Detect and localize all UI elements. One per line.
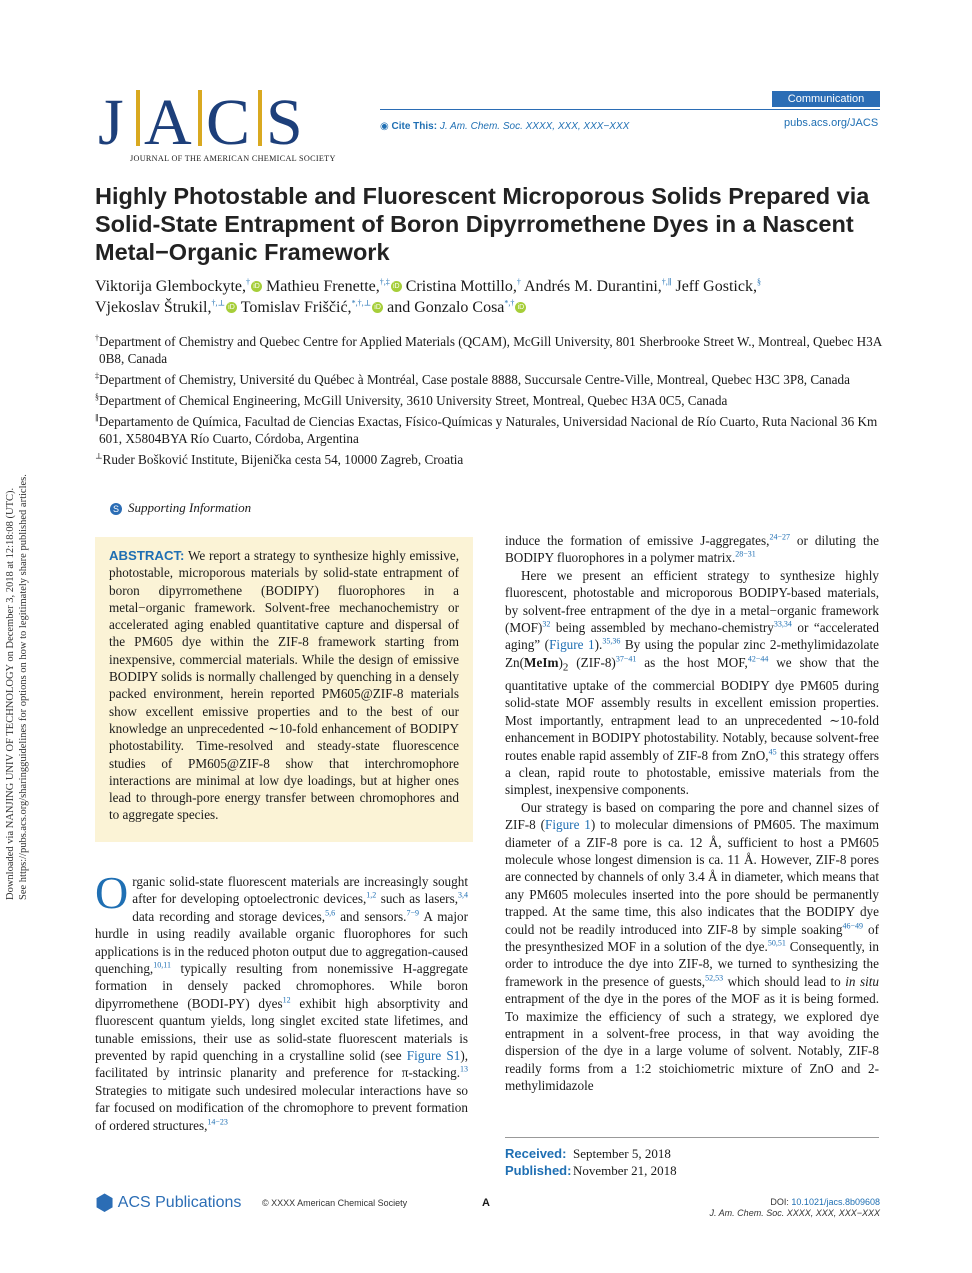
affiliation: ⊥Ruder Bošković Institute, Bijenička cesta 54, 10000 Zagreb, Croatia — [95, 451, 464, 467]
orcid-icon[interactable]: iD — [226, 302, 237, 313]
abstract-label: ABSTRACT: — [109, 548, 185, 563]
abstract-text: We report a strategy to synthesize highly emissive, photostable, microporous materials by solid-state entrapment of boron dipyrromethene (BODIPY) fluorophores in a metal−organic framework. Solvent-free mechanochemistry or accelerated aging enabled quantitative capture and dispersal of the PM605 dye within the ZIF-8 framework starting from inexpensive, commercial materials. While the design of emissive BODIPY solids is normally challenged by quenching in a densely packed environment, herein reported PM605@ZIF-8 materials show excellent emissive properties and to the best of our knowledge an unprecedented ∼10-fold enhancement of BODIPY photostability. Time-resolved and steady-state fluorescence studies of PM605@ZIF-8 show that interchromophore interactions are minimal at low dye loadings, but at higher ones lead to through-pore energy transfer between chromophores and to aggregate species. — [109, 548, 460, 823]
journal-url[interactable]: pubs.acs.org/JACS — [784, 117, 879, 129]
logo-letter-c: C — [206, 86, 251, 159]
published-date: Published: November 21, 2018 — [505, 1163, 677, 1178]
logo-letter-a: A — [144, 86, 192, 159]
ref-link[interactable]: 37−41 — [615, 654, 637, 664]
copyright: © XXXX American Chemical Society — [262, 1198, 408, 1208]
affiliation: ‡Department of Chemistry, Université du Québec à Montréal, Case postale 8888, Succursale Centre-Ville, Montreal, Quebec H3C 3P8, Canada — [95, 371, 850, 387]
ref-link[interactable]: 1,2 — [366, 891, 377, 901]
ref-link[interactable]: 3,4 — [458, 891, 468, 901]
watermark-line: See https://pubs.acs.org/sharingguidelines for options on how to legitimately share published articles. — [18, 474, 29, 900]
figure-link[interactable]: Figure 1 — [549, 637, 595, 653]
dates-divider — [505, 1137, 879, 1138]
ref-link[interactable]: 52,53 — [705, 973, 724, 983]
received-date: Received: September 5, 2018 — [505, 1146, 671, 1161]
doi-link[interactable]: 10.1021/jacs.8b09608 — [791, 1197, 880, 1207]
author-list — [95, 276, 895, 318]
author: Mathieu Frenette,†,‡ iD — [266, 278, 402, 295]
logo-letter-j: J — [98, 86, 124, 159]
affiliations — [95, 333, 885, 472]
ref-link[interactable]: 28−31 — [735, 550, 756, 560]
page-number: A — [482, 1197, 490, 1209]
article-type-badge: Communication — [772, 91, 880, 107]
cite-text: J. Am. Chem. Soc. XXXX, XXX, XXX−XXX — [439, 121, 630, 132]
paragraph: Our strategy is based on comparing the pore and channel sizes of ZIF-8 (Figure 1) to molecular dimensions of PM605. The maximum diameter of a ZIF-8 pore is ca. 12 Å, sufficient to host a PM605 molecule whose longest dimension is ca. 11 Å. However, ZIF-8 pores are connected by channels of only 3.4 Å in diameter, which means that any PM605 molecules inserted into the pore should be permanently trapped. At the same time, this also indicates that the BODIPY dye could not be readily introduced into ZIF-8 by simple soaking$^{46-49}$ of the presynthesized MOF in a solution of the dye.$^{50,51}$ Consequently, in order to introduce the dye into ZIF-8, we turned to synthesizing the framework in the presence of guests,$^{52,53}$ which should lead to in situ entrapment of the dye in the pores of the MOF as it is being formed. To maximize the efficiency of such a strategy, we explored dye entrapment in a solvent-free process, in that way avoiding the dispersion of the dye in a large volume of solvent. Notably, ZIF-8 readily forms from a 1:2 stoichiometric mixture of ZnO and 2-methylimidazole — [505, 799, 880, 1094]
author: and Gonzalo Cosa*,† iD — [387, 299, 526, 316]
figure-link[interactable]: Figure S1 — [406, 1048, 461, 1064]
author: Viktorija Glembockyte,† iD — [95, 278, 262, 295]
supporting-info-icon: S — [110, 503, 122, 515]
ref-link[interactable]: 24−27 — [769, 532, 790, 542]
logo-bar — [136, 90, 140, 146]
ref-link[interactable]: 46−49 — [842, 921, 863, 931]
ref-link[interactable]: 45 — [768, 747, 777, 757]
drop-cap: O — [95, 867, 129, 918]
orcid-icon[interactable]: iD — [251, 281, 262, 292]
ref-link[interactable]: 33,34 — [773, 619, 792, 629]
logo-bar — [198, 90, 202, 146]
publication-dates — [505, 1145, 677, 1179]
cite-icon: ◉ — [380, 121, 389, 132]
author: Jeff Gostick,§ — [675, 277, 761, 295]
doi-block: DOI: 10.1021/jacs.8b09608 J. Am. Chem. Soc. XXXX, XXX, XXX−XXX — [709, 1197, 880, 1218]
logo-letter-s: S — [266, 86, 303, 159]
cite-label: Cite This: — [391, 121, 438, 132]
logo-bar — [258, 90, 262, 146]
abstract-box — [95, 537, 473, 842]
author: Tomislav Friščić,*,†,⊥ iD — [241, 299, 383, 316]
body-left-column — [95, 867, 469, 1134]
author: Vjekoslav Štrukil,†,⊥ iD — [95, 299, 237, 316]
paragraph: Here we present an efficient strategy to synthesize highly fluorescent, photostable and microporous BODIPY-based materials, by solvent-free entrapment of the dye in a metal−organic framework (MOF)$^{32}$ being assembled by mechano-chemistry$^{33,34}$ or “accelerated aging” (Figure 1).$^{35,36}$ By using the popular zinc 2-methylimidazolate $Zn(MeIm)_2$ $(ZIF-8)^{37-41}$ as the host MOF,$^{42-44}$ we show that the quantitative uptake of the commercial BODIPY dye PM605 during solid-state MOF assembly results in excellent emission properties. Most importantly, entrapment lead to an unprecedented ∼10-fold enhancement in BODIPY photostability. Notably, because solvent-free routes enable rapid assembly of ZIF-8 from ZnO,$^{45}$ this strategy offers a clean, rapid route to photostable, emissive materials from the simplest, inexpensive components. — [505, 567, 879, 798]
figure-link[interactable]: Figure 1 — [545, 817, 591, 833]
watermark-line: Downloaded via NANJING UNIV OF TECHNOLOGY on December 3, 2018 at 12:18:08 (UTC). — [5, 487, 16, 900]
cite-this[interactable] — [380, 121, 629, 132]
ref-link[interactable]: 7−9 — [406, 908, 419, 918]
orcid-icon[interactable]: iD — [372, 302, 383, 313]
ref-link[interactable]: 42−44 — [747, 654, 769, 664]
article-title: Highly Photostable and Fluorescent Microporous Solids Prepared via Solid-State Entrapment of Boron Dipyrromethene Dyes in a Nascent Metal−Organic Framework — [95, 183, 870, 265]
affiliation: ∥Departamento de Química, Facultad de Ciencias Exactas, Físico-Químicas y Naturales, Universidad Nacional de Río Cuarto, Ruta Nacional 36 Km 601, X5804BYA Río Cuarto, Córdoba, Argentina — [95, 413, 878, 446]
ref-link[interactable]: 14−23 — [207, 1117, 228, 1127]
ref-link[interactable]: 35,36 — [602, 637, 621, 647]
jacs-logo — [96, 84, 396, 164]
ref-link[interactable]: 5,6 — [325, 908, 336, 918]
acs-publications-logo[interactable]: ⬢ ACS Publications — [95, 1190, 242, 1215]
ref-link[interactable]: 50,51 — [767, 938, 786, 948]
download-watermark — [0, 380, 40, 900]
paragraph: induce the formation of emissive J-aggregates,$^{24-27}$ or diluting the BODIPY fluorophores in a polymer matrix.$^{28-31}$ — [505, 532, 879, 566]
orcid-icon[interactable]: iD — [391, 281, 402, 292]
affiliation: §Department of Chemical Engineering, McGill University, 3610 University Street, Montreal, Quebec H3A 0C5, Canada — [95, 392, 728, 408]
body-right-column — [505, 532, 879, 1095]
ref-link[interactable]: 32 — [542, 619, 551, 629]
header-rule — [380, 109, 880, 110]
paragraph: Organic solid-state fluorescent materials are increasingly sought after for developing optoelectronic devices,$^{1,2}$ such as lasers,$^{3,4}$ data recording and storage devices,$^{5,6}$ and sensors.$^{7-9}$ A major hurdle in using readily available organic fluorophores for such applications is in the reduced photon output due to aggregation-caused quenching,$^{10,11}$ typically resulting from nonemissive H-aggregate formation in densely packed chromophores. While boron dipyrromethene (BODI-PY) dyes$^{12}$ exhibit high absorptivity and fluorescent quantum yields, long singlet excited state lifetimes, and tunable emissions, their use as solid-state fluorescent materials is prevented by rapid quenching in a crystalline solid (see Figure S1), facilitated by intrinsic planarity and preference for π-stacking.$^{13}$ Strategies to mitigate such undesired molecular interactions have so far focused on modification of the chromophore to prevent formation of ordered structures,$^{14-23}$ — [95, 867, 469, 1133]
ref-link[interactable]: 10,11 — [153, 960, 171, 970]
supporting-information-link[interactable]: S Supporting Information — [110, 500, 251, 516]
ref-link[interactable]: 12 — [282, 995, 291, 1005]
ref-link[interactable]: 13 — [460, 1065, 468, 1075]
orcid-icon[interactable]: iD — [515, 302, 526, 313]
author: Cristina Mottillo,† — [405, 277, 521, 295]
acs-hexagon-icon: ⬢ — [95, 1190, 115, 1215]
logo-subtitle: JOURNAL OF THE AMERICAN CHEMICAL SOCIETY — [130, 154, 336, 163]
author: Andrés M. Durantini,†,∥ — [524, 277, 672, 295]
footer-citation: J. Am. Chem. Soc. XXXX, XXX, XXX−XXX — [709, 1208, 880, 1218]
affiliation: †Department of Chemistry and Quebec Centre for Applied Materials (QCAM), McGill University, 801 Sherbrooke Street W., Montreal, Quebec H3A 0B8, Canada — [95, 333, 882, 366]
